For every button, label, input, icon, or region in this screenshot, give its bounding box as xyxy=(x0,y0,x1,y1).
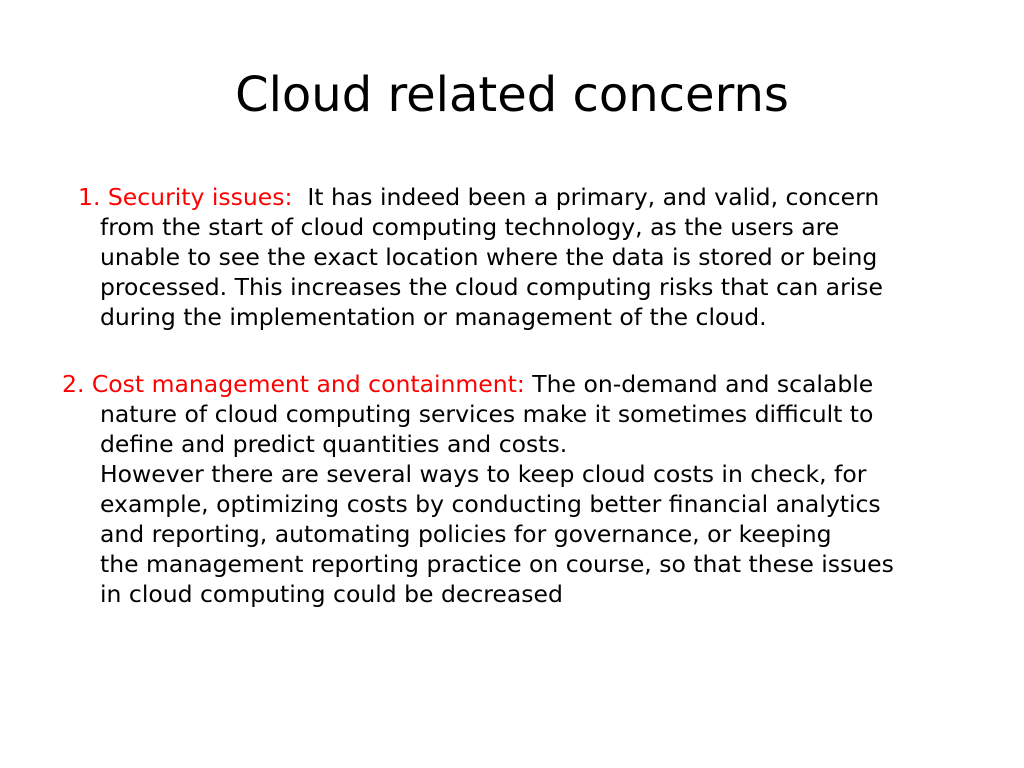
concern-line: nature of cloud computing services make it sometimes difficult to xyxy=(100,400,874,428)
concern-line: define and predict quantities and costs. xyxy=(100,430,568,458)
concern-cost-management xyxy=(62,369,952,609)
concern-label: 2. Cost management and containment: xyxy=(62,370,525,398)
concern-line: from the start of cloud computing technology, as the users are xyxy=(100,213,840,241)
concern-line: and reporting, automating policies for governance, or keeping xyxy=(100,520,832,548)
concern-line: However there are several ways to keep cloud costs in check, for xyxy=(100,460,867,488)
concern-security xyxy=(78,182,938,332)
concern-line: during the implementation or management of the cloud. xyxy=(100,303,767,331)
concern-line: the management reporting practice on course, so that these issues xyxy=(100,550,894,578)
concern-line: in cloud computing could be decreased xyxy=(100,580,563,608)
concern-line: processed. This increases the cloud computing risks that can arise xyxy=(100,273,883,301)
concern-line: unable to see the exact location where the data is stored or being xyxy=(100,243,878,271)
concern-text: The on-demand and scalable xyxy=(532,370,874,398)
concern-line xyxy=(62,369,952,399)
slide-title: Cloud related concerns xyxy=(235,67,789,123)
concern-label: 1. Security issues: xyxy=(78,183,293,211)
concern-line xyxy=(78,182,938,212)
concern-line: example, optimizing costs by conducting better financial analytics xyxy=(100,490,881,518)
concern-text: It has indeed been a primary, and valid, concern xyxy=(307,183,880,211)
